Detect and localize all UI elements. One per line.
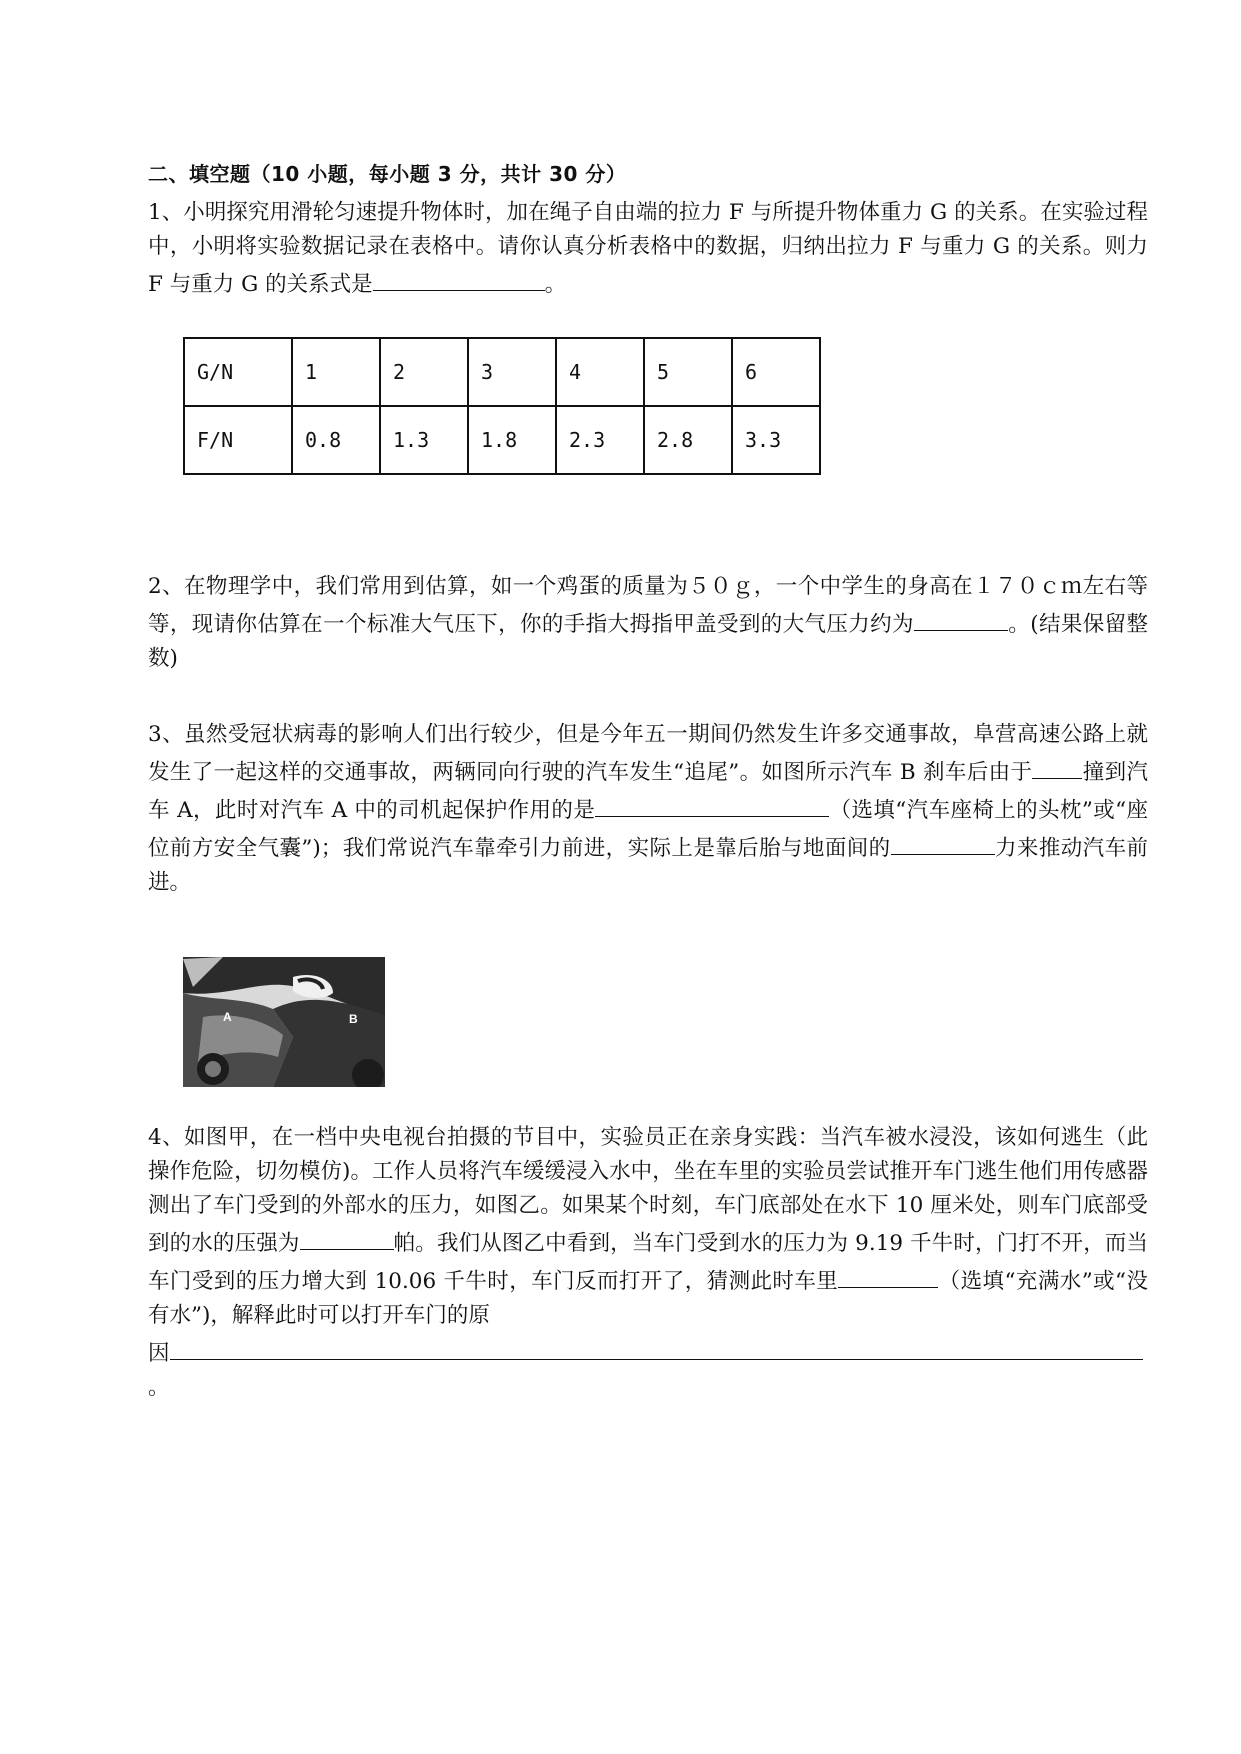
table-row [184, 338, 820, 406]
table-header-cell: G/N [184, 338, 292, 406]
table-cell: 3 [468, 338, 556, 406]
question-1: 1、小明探究用滑轮匀速提升物体时，加在绳子自由端的拉力 F 与所提升物体重力 G 的关系。在实验过程中，小明将实验数据记录在表格中。请你认真分析表格中的数据，归纳出拉力 F 与重力 G 的关系。则力 F 与重力 G 的关系式是 。 [148, 200, 1148, 297]
question-4: 4、如图甲，在一档中央电视台拍摄的节目中，实验员正在亲身实践：当汽车被水浸没，该如何逃生（此操作危险，切勿模仿)。工作人员将汽车缓缓浸入水中，坐在车里的实验员尝试推开车门逃生他们用传感器测出了车门受到的外部水的压力，如图乙。如果某个时刻，车门底部处在水下 10 厘米处，则车门底部受到的水的压强为 帕。我们从图乙中看到，当车门受到水的压力为 9.19 千牛时，门打不开，而当车门受到的压力增大到 10.06 千牛时，车门反而打开了，猜测此时车里 （选填“充满水”或“没有水”)，解释此时可以打开车门的原 因 。 [148, 1125, 1148, 1400]
data-table [183, 337, 821, 475]
answer-blank-q3-force[interactable] [891, 828, 995, 855]
table-header-cell: F/N [184, 406, 292, 474]
answer-blank-q4-reason[interactable] [170, 1333, 1143, 1360]
table-cell: 1 [292, 338, 380, 406]
table-cell: 1.3 [380, 406, 468, 474]
question-1-text: 1、小明探究用滑轮匀速提升物体时，加在绳子自由端的拉力 F 与所提升物体重力 G 的关系。在实验过程中，小明将实验数据记录在表格中。请你认真分析表格中的数据，归纳出拉力 F 与重力 G 的关系。则力 F 与重力 G 的关系式是 [148, 200, 1148, 297]
question-2-text: 2、在物理学中，我们常用到估算，如一个鸡蛋的质量为５０ｇ，一个中学生的身高在１７０ｃｍ左右等等，现请你估算在一个标准大气压下，你的手指大拇指甲盖受到的大气压力约为 [148, 574, 1148, 637]
table-cell: 1.8 [468, 406, 556, 474]
car-collision-photo [183, 957, 385, 1087]
answer-blank-q3-protection[interactable] [595, 790, 829, 817]
table-cell: 0.8 [292, 406, 380, 474]
table-cell: 4 [556, 338, 644, 406]
photo-label-a: A [223, 1010, 232, 1024]
question-2: 2、在物理学中，我们常用到估算，如一个鸡蛋的质量为５０ｇ，一个中学生的身高在１７０ｃｍ左右等等，现请你估算在一个标准大气压下，你的手指大拇指甲盖受到的大气压力约为 。(结果保留整数) [148, 574, 1148, 671]
answer-blank-q4-pressure[interactable] [300, 1223, 394, 1250]
answer-blank-q3-inertia[interactable] [1032, 752, 1082, 779]
photo-label-b: B [349, 1012, 358, 1026]
table-cell: 2 [380, 338, 468, 406]
table-cell: 6 [732, 338, 820, 406]
table-cell: 2.3 [556, 406, 644, 474]
section-title: 二、填空题（10 小题，每小题 3 分，共计 30 分） [148, 162, 627, 186]
answer-blank-q2[interactable] [914, 604, 1008, 631]
answer-blank-q1[interactable] [373, 264, 545, 291]
table-cell: 2.8 [644, 406, 732, 474]
table-cell: 3.3 [732, 406, 820, 474]
question-3: 3、虽然受冠状病毒的影响人们出行较少，但是今年五一期间仍然发生许多交通事故，阜营高速公路上就发生了一起这样的交通事故，两辆同向行驶的汽车发生“追尾”。如图所示汽车 B 刹车后由于 撞到汽车 A，此时对汽车 A 中的司机起保护作用的是 （选填“汽车座椅上的头枕”或“座位前方安全气囊”)；我们常说汽车靠牵引力前进，实际上是靠后胎与地面间的 力来推动汽车前进。 [148, 722, 1148, 895]
question-4-text: 4、如图甲，在一档中央电视台拍摄的节目中，实验员正在亲身实践：当汽车被水浸没，该如何逃生（此操作危险，切勿模仿)。工作人员将汽车缓缓浸入水中，坐在车里的实验员尝试推开车门逃生他们用传感器测出了车门受到的外部水的压力，如图乙。如果某个时刻，车门底部处在水下 10 厘米处，则车门底部受到的水的压强为 [148, 1125, 1148, 1256]
table-cell: 5 [644, 338, 732, 406]
answer-blank-q4-water[interactable] [838, 1261, 938, 1288]
question-3-text: 3、虽然受冠状病毒的影响人们出行较少，但是今年五一期间仍然发生许多交通事故，阜营高速公路上就发生了一起这样的交通事故，两辆同向行驶的汽车发生“追尾”。如图所示汽车 B 刹车后由于 [148, 722, 1148, 785]
table-row [184, 406, 820, 474]
